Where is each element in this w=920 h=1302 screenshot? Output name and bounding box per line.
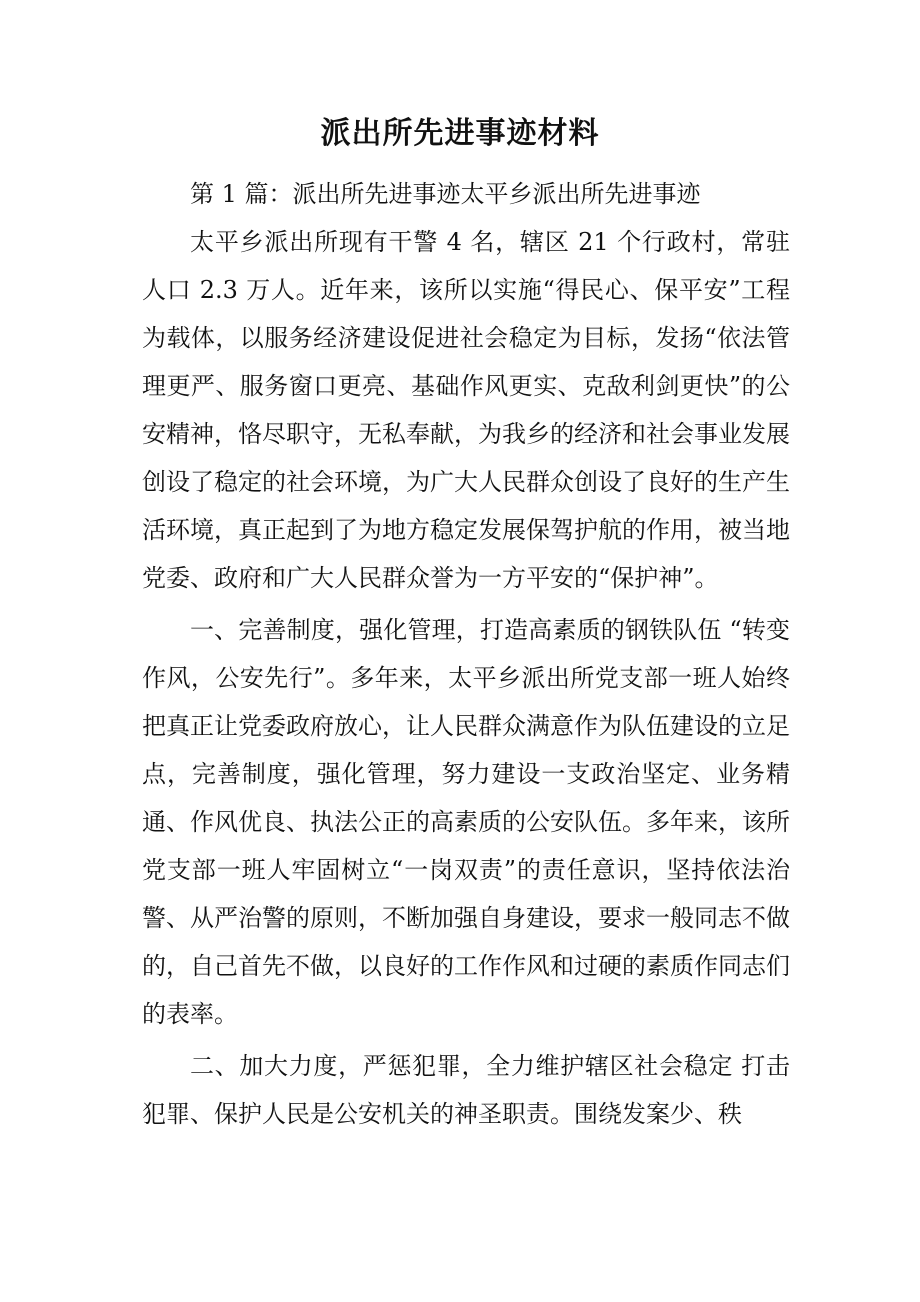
paragraph-intro: 太平乡派出所现有干警 4 名，辖区 21 个行政村，常驻人口 2.3 万人。近年来，该所以实施“得民心、保平安”工程为载体，以服务经济建设促进社会稳定为目标，发扬“依法管理更严、服务窗口更亮、基础作风更实、克敌利剑更快”的公安精神，恪尽职守，无私奉献，为我乡的经济和社会事业发展创设了稳定的社会环境，为广大人民群众创设了良好的生产生活环境，真正起到了为地方稳定发展保驾护航的作用，被当地党委、政府和广大人民群众誉为一方平安的“保护神”。 <box>142 228 790 592</box>
chapter-subheading: 第 1 篇：派出所先进事迹太平乡派出所先进事迹 <box>190 180 701 208</box>
document-title: 派出所先进事迹材料 <box>320 116 600 151</box>
paragraph-section-1: 一、完善制度，强化管理，打造高素质的钢铁队伍 “转变作风，公安先行”。多年来，太平乡派出所党支部一班人始终把真正让党委政府放心，让人民群众满意作为队伍建设的立足点，完善制度，强化管理，努力建设一支政治坚定、业务精通、作风优良、执法公正的高素质的公安队伍。多年来，该所党支部一班人牢固树立“一岗双责”的责任意识，坚持依法治警、从严治警的原则，不断加强自身建设，要求一般同志不做的，自己首先不做，以良好的工作作风和过硬的素质作同志们的表率。 <box>142 616 790 1028</box>
paragraph-section-2: 二、加大力度，严惩犯罪，全力维护辖区社会稳定 打击犯罪、保护人民是公安机关的神圣职责。围绕发案少、秩 <box>142 1052 790 1128</box>
document-body <box>142 170 790 1138</box>
